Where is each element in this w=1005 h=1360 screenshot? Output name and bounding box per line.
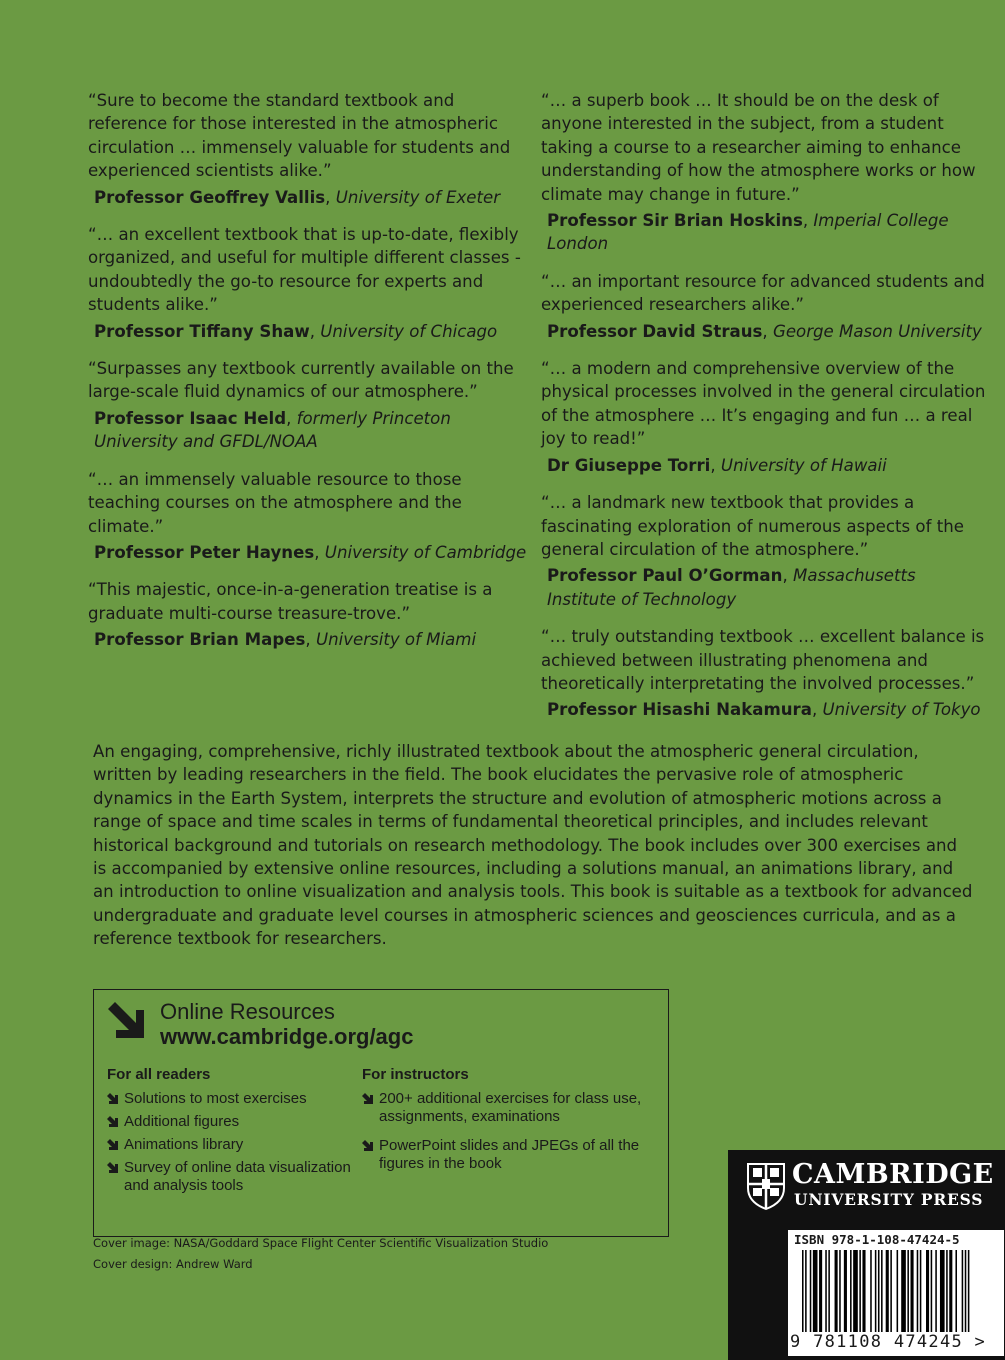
list-item-label: 200+ additional exercises for class use, assignments, examinations (379, 1090, 642, 1125)
list-item-label: Additional figures (124, 1113, 240, 1130)
list-item-label: PowerPoint slides and JPEGs of all the figures in the book (379, 1137, 640, 1172)
list-item (107, 1159, 352, 1195)
instructors-heading: For instructors (362, 1066, 469, 1083)
quote-affiliation: University of Chicago (320, 321, 498, 341)
quote-author: Professor Isaac Held (94, 408, 287, 428)
quote-attribution: Dr Giuseppe Torri, University of Hawaii (547, 455, 887, 475)
quote-affiliation: Massachusetts Institute of Technology (547, 566, 916, 609)
quote-attribution: Professor David Straus, George Mason University (547, 321, 982, 341)
quote-text: “… an immensely valuable resource to those teaching courses on the atmosphere and the climate.” (88, 469, 462, 536)
quote-attribution: Professor Sir Brian Hoskins, Imperial College London (547, 211, 949, 254)
quote-ogorman (541, 491, 986, 611)
quote-attribution: Professor Geoffrey Vallis, University of Exeter (94, 187, 501, 207)
quote-held (88, 357, 528, 454)
instructors-list (362, 1066, 662, 1184)
quote-affiliation: Imperial College London (547, 211, 949, 254)
barcode-icon (802, 1250, 988, 1338)
arrow-bullet-icon (107, 1139, 119, 1151)
online-resources-title: Online Resources (160, 999, 335, 1024)
book-description: An engaging, comprehensive, richly illustrated textbook about the atmospheric general circulation, written by leading researchers in the field. The book elucidates the pervasive role of atmospheric dynamics in the Earth System, interprets the structure and evolution of atmospheric motions across a range of space and time scales in terms of fundamental theoretical principles, and includes relevant historical background and tutorials on research methodology. The book includes over 300 exercises and is accompanied by extensive online resources, including a solutions manual, an animations library, and an introduction to online visualization and analysis tools. This book is suitable as a textbook for advanced undergraduate and graduate level courses in atmospheric sciences and geosciences curricula, and as a reference textbook for researchers. (93, 742, 973, 949)
online-resources-url[interactable]: www.cambridge.org/agc (160, 1024, 414, 1049)
quote-affiliation: University of Miami (315, 630, 477, 650)
quote-mapes (88, 578, 528, 651)
quote-text: “Sure to become the standard textbook and reference for those interested in the atmospheric circulation … immensely valuable for students and experienced scientists alike.” (88, 91, 511, 181)
quote-text: “… truly outstanding textbook … excellent balance is achieved between illustrating phenomena and theoretically interpretating the involved processes.” (541, 627, 985, 693)
list-item-label: Survey of online data visualization and analysis tools (124, 1159, 351, 1194)
list-item (107, 1136, 352, 1154)
ean-digits: 9 781108 474245 > (790, 1332, 987, 1352)
publisher-subname: UNIVERSITY PRESS (794, 1190, 984, 1209)
quote-attribution: Professor Paul O’Gorman, Massachusetts Institute of Technology (547, 566, 916, 609)
quote-text: “… an important resource for advanced students and experienced researchers alike.” (541, 271, 985, 315)
quote-attribution: Professor Tiffany Shaw, University of Chicago (94, 321, 498, 341)
arrow-bullet-icon (107, 1162, 119, 1174)
list-item (362, 1090, 662, 1126)
quotes-right-column (541, 89, 986, 736)
quote-text: “… an excellent textbook that is up-to-date, flexibly organized, and useful for multiple different classes - undoubtedly the go-to resource for experts and students alike.” (88, 225, 521, 315)
quote-text: “… a landmark new textbook that provides a fascinating exploration of numerous aspects of the general circulation of the atmosphere.” (541, 493, 964, 559)
arrow-bullet-icon (362, 1140, 374, 1152)
quote-affiliation: University of Tokyo (822, 700, 981, 720)
online-resources-box (93, 989, 669, 1237)
list-item (107, 1090, 352, 1108)
cover-design-credit: Cover design: Andrew Ward (93, 1257, 253, 1271)
list-item (107, 1113, 352, 1131)
quote-torri (541, 357, 986, 477)
quote-affiliation: University of Exeter (335, 187, 501, 207)
cambridge-crest-icon (746, 1162, 786, 1210)
cover-image-credit: Cover image: NASA/Goddard Space Flight Center Scientific Visualization Studio (93, 1236, 549, 1250)
quote-author: Professor Brian Mapes (94, 630, 306, 650)
quote-affiliation: University of Hawaii (720, 455, 887, 475)
readers-list (107, 1066, 352, 1200)
quote-author: Professor Sir Brian Hoskins (547, 211, 803, 231)
publisher-block (728, 1150, 1005, 1360)
quote-hoskins (541, 89, 986, 256)
quote-affiliation: George Mason University (772, 321, 982, 341)
cover-credits (93, 1233, 548, 1275)
quote-nakamura (541, 625, 986, 722)
list-item-label: Animations library (124, 1136, 244, 1153)
quote-attribution: Professor Hisashi Nakamura, University of Tokyo (547, 700, 981, 720)
quote-author: Professor Paul O’Gorman (547, 566, 783, 586)
quote-vallis (88, 89, 528, 209)
quotes-left-column (88, 89, 528, 666)
quote-text: “Surpasses any textbook currently available on the large-scale fluid dynamics of our atmosphere.” (88, 359, 514, 402)
quote-attribution: Professor Isaac Held, formerly Princeton University and GFDL/NOAA (94, 408, 451, 452)
quote-author: Professor Tiffany Shaw (94, 321, 310, 341)
list-item (362, 1137, 662, 1173)
quote-haynes (88, 468, 528, 565)
isbn-barcode (788, 1230, 1004, 1356)
quote-text: “… a superb book … It should be on the desk of anyone interested in the subject, from a student taking a course to a researcher aiming to enhance understanding of how the atmosphere works or how climate may change in future.” (541, 91, 976, 204)
quote-text: “This majestic, once-in-a-generation treatise is a graduate multi-course treasure-trove.” (88, 580, 493, 623)
quote-author: Professor Hisashi Nakamura (547, 700, 812, 720)
quote-author: Professor David Straus (547, 321, 763, 341)
readers-heading: For all readers (107, 1066, 211, 1083)
arrow-down-right-icon (106, 1000, 146, 1040)
quote-affiliation: University of Cambridge (324, 542, 527, 562)
quote-attribution: Professor Brian Mapes, University of Miami (94, 630, 477, 650)
quote-author: Professor Peter Haynes (94, 542, 315, 562)
publisher-name: CAMBRIDGE (792, 1159, 994, 1190)
arrow-bullet-icon (362, 1093, 374, 1105)
quote-text: “… a modern and comprehensive overview of the physical processes involved in the general circulation of the atmosphere … It’s engaging and fun … a real joy to read!” (541, 359, 986, 449)
quote-shaw (88, 223, 528, 343)
quote-author: Professor Geoffrey Vallis (94, 187, 326, 207)
list-item-label: Solutions to most exercises (124, 1090, 307, 1107)
quote-straus (541, 270, 986, 343)
arrow-bullet-icon (107, 1116, 119, 1128)
isbn-text: ISBN 978-1-108-47424-5 (794, 1232, 960, 1247)
arrow-bullet-icon (107, 1093, 119, 1105)
quote-attribution: Professor Peter Haynes, University of Cambridge (94, 542, 527, 562)
quote-affiliation: formerly Princeton University and GFDL/NOAA (94, 408, 451, 452)
quote-author: Dr Giuseppe Torri (547, 455, 711, 475)
